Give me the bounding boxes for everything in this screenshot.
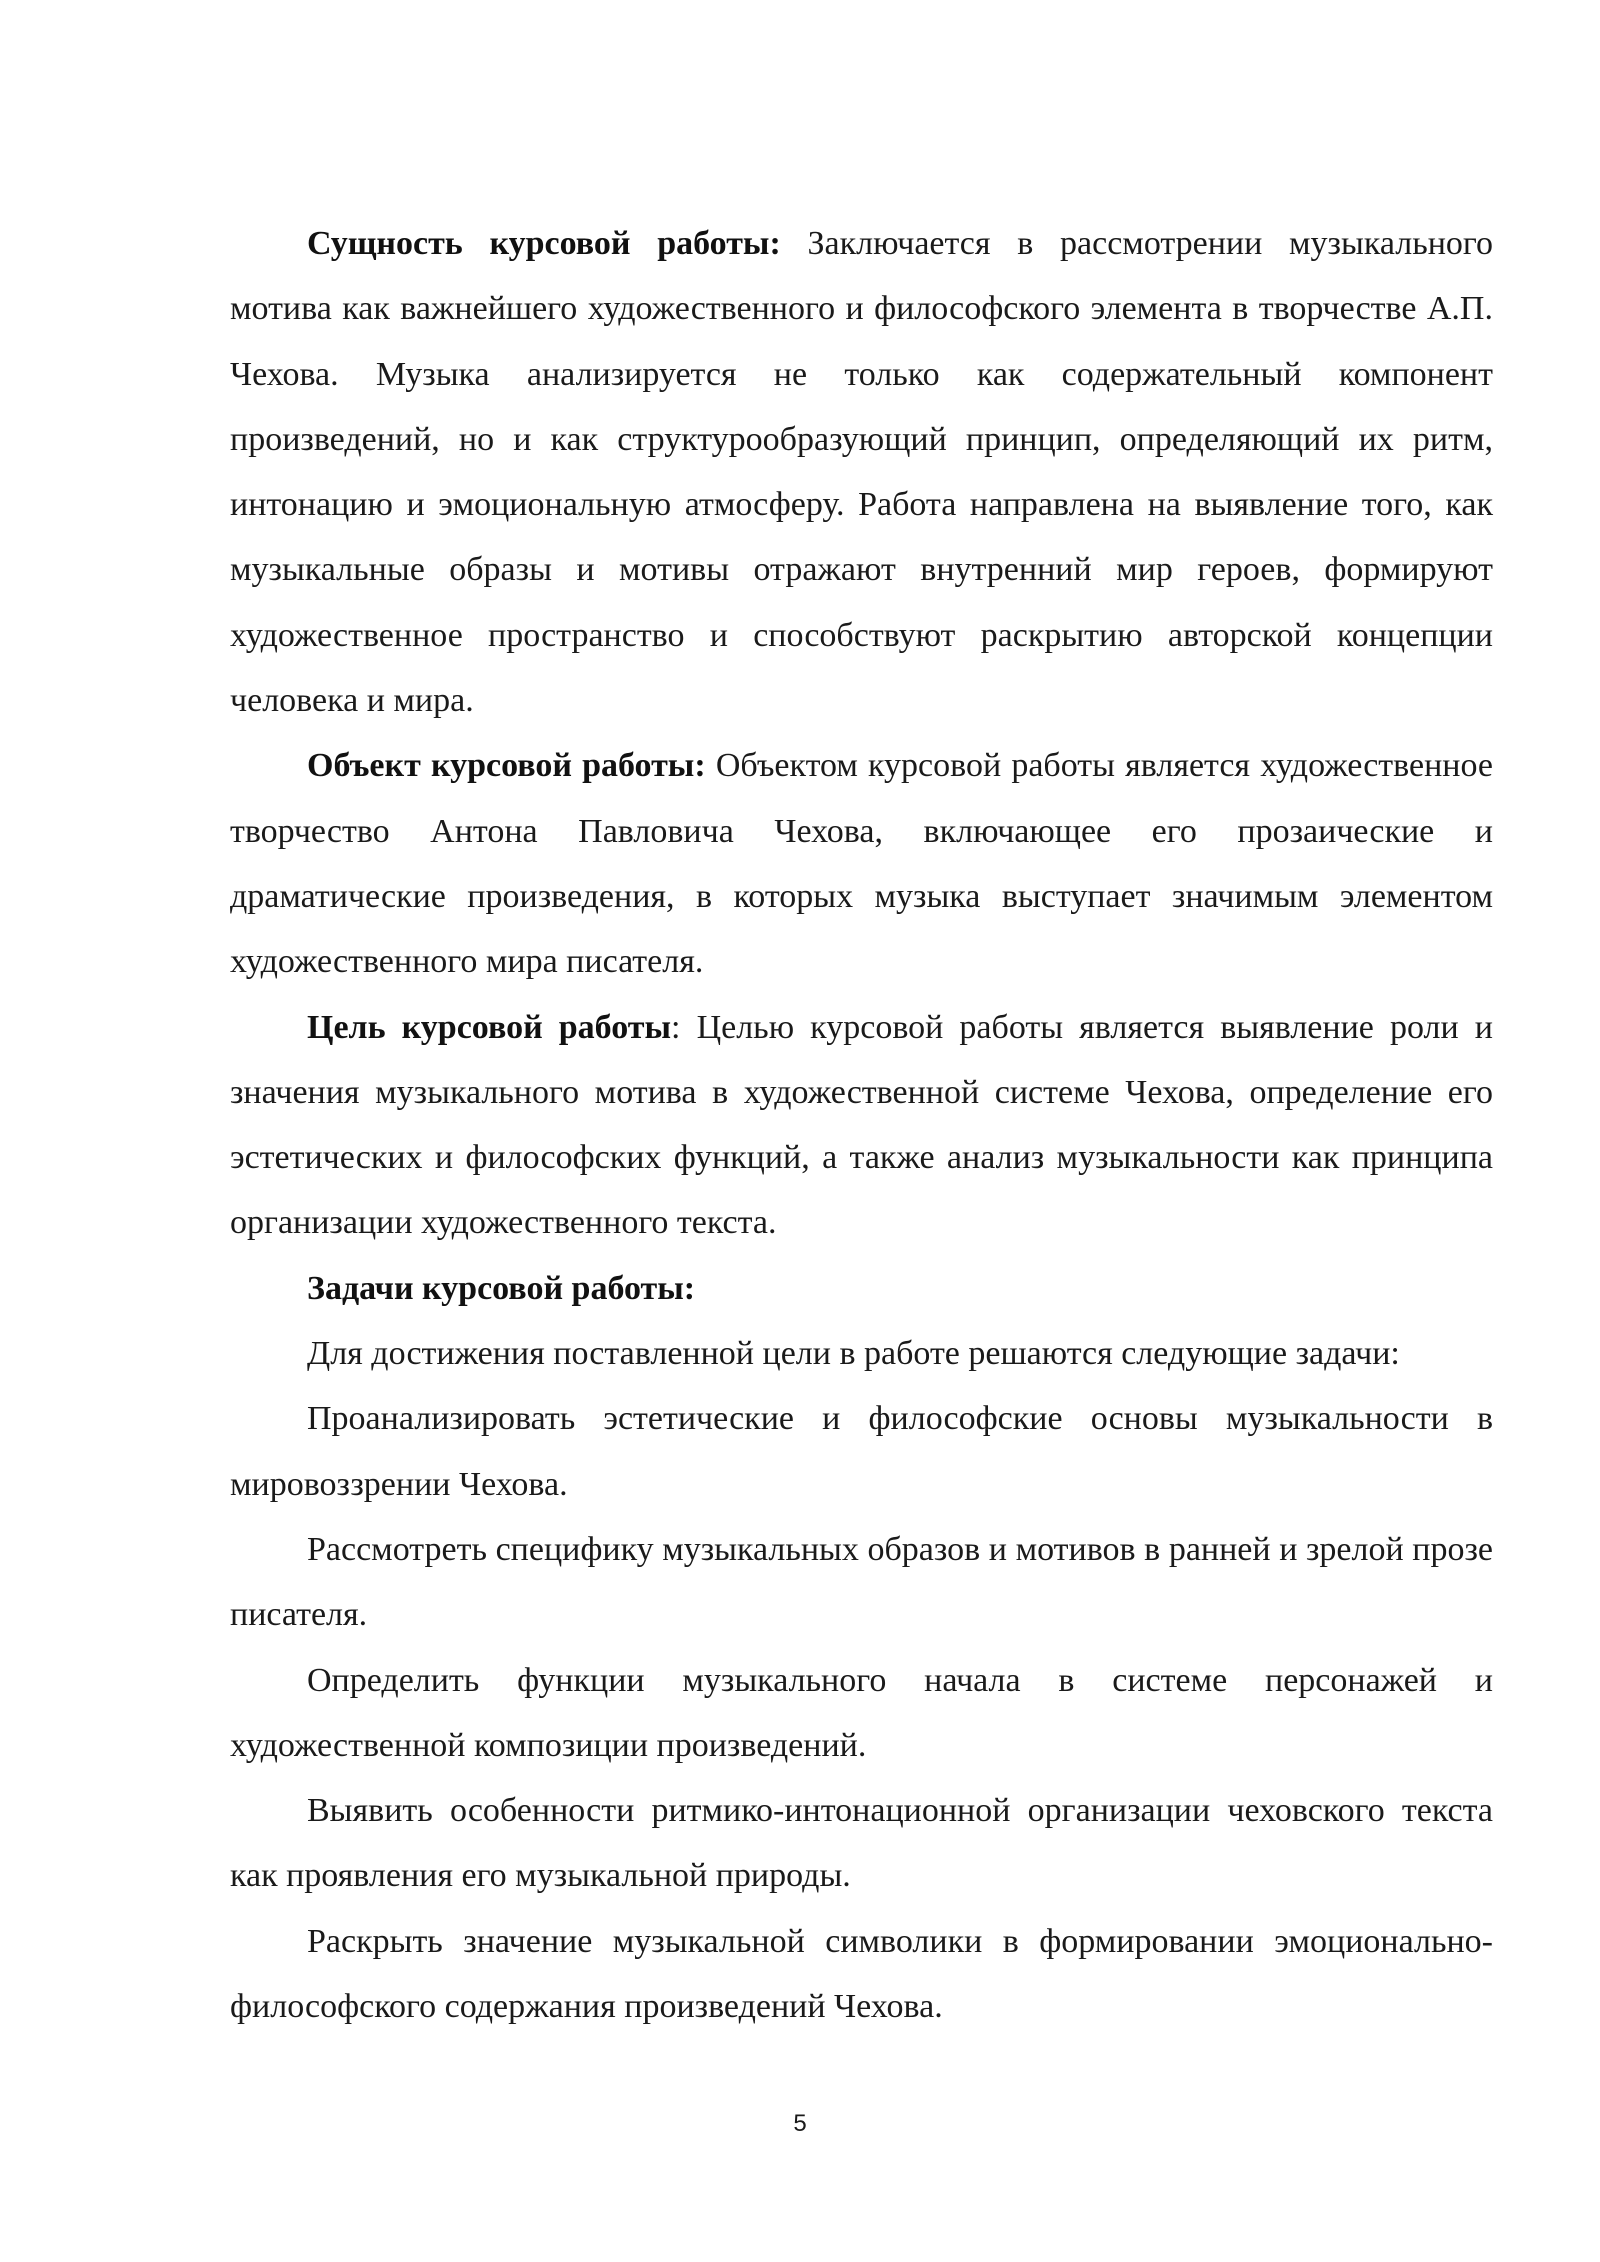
object-text: Объектом курсовой работы является художественное творчество Антона Павловича Чехова, включающее его прозаические и драматические произведения, в которых музыка выступает значимым элементом художественного мира писателя. [230,747,1494,981]
essence-text: Заключается в рассмотрении музыкального мотива как важнейшего художественного и философского элемента в творчестве А.П. Чехова. Музыка анализируется не только как содержательный компонент произведений, но и как структурообразующий принцип, определяющий их ритм, интонацию и эмоциональную атмосферу. Работа направлена на выявление того, как музыкальные образы и мотивы отражают внутренний мир героев, формируют художественное пространство и способствуют раскрытию авторской концепции человека и мира. [230,225,1493,720]
tasks-intro-paragraph: Для достижения поставленной цели в работе решаются следующие задачи: [307,1335,1400,1373]
task-item: Проанализировать эстетические и философские основы музыкальности в мировоззрении Чехова. [230,1400,1493,1503]
essence-heading: Сущность курсовой работы: [307,225,781,262]
object-paragraph [230,733,1493,994]
goal-text: : Целью курсовой работы является выявление роли и значения музыкального мотива в художественной системе Чехова, определение его эстетических и философских функций, а также анализ музыкальности как принципа организации художественного текста. [230,1008,1493,1242]
task-item: Определить функции музыкального начала в системе персонажей и художественной композиции произведений. [230,1661,1493,1764]
task-item: Выявить особенности ритмико-интонационной организации чеховского текста как проявления его музыкальной природы. [230,1792,1493,1895]
tasks-heading: Задачи курсовой работы: [307,1269,696,1307]
essence-paragraph [230,211,1493,733]
object-heading: Объект курсовой работы: [307,747,706,785]
task-item: Рассмотреть специфику музыкальных образов и мотивов в ранней и зрелой прозе писателя. [230,1530,1493,1634]
task-item: Раскрыть значение музыкальной символики в формировании эмоционально-философского содержания произведений Чехова. [230,1922,1493,2026]
document-page [230,211,1493,2039]
goal-paragraph [230,995,1493,1256]
goal-heading: Цель курсовой работы [307,1008,672,1046]
page-number: 5 [793,2110,807,2137]
tasks-heading-paragraph [230,1256,1493,1321]
